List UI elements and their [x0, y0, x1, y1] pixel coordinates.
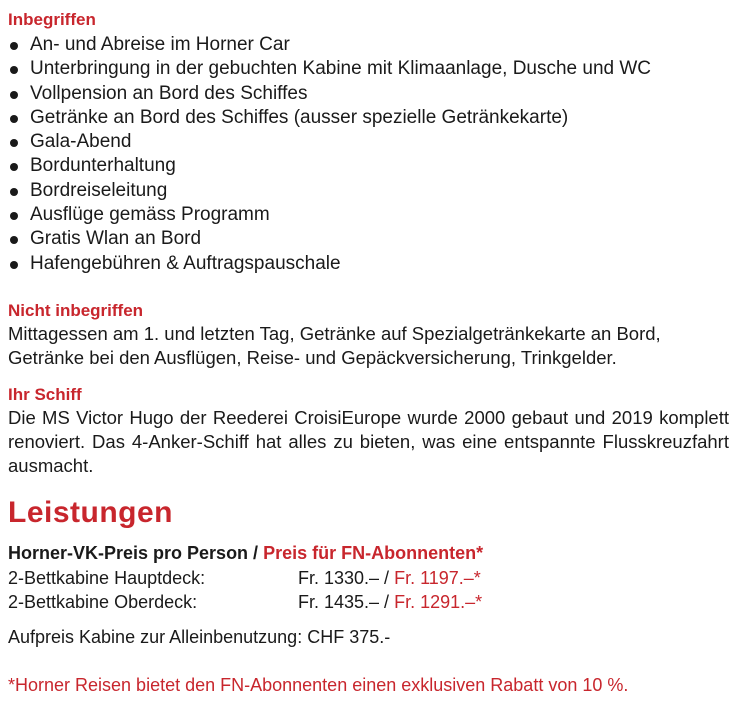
list-item: Gratis Wlan an Bord: [8, 228, 651, 252]
bullet-icon: [10, 212, 18, 220]
list-item: Getränke an Bord des Schiffes (ausser spezielle Getränkekarte): [8, 107, 651, 131]
list-item: Bordunterhaltung: [8, 155, 651, 179]
included-list: [8, 34, 651, 277]
bullet-icon: [10, 66, 18, 74]
subscriber-price: Fr. 1197.–*: [394, 568, 481, 588]
cabin-price: Fr. 1330.– /: [298, 568, 390, 588]
list-item: Hafengebühren & Auftragspauschale: [8, 253, 651, 277]
price-row-hauptdeck: [8, 567, 481, 589]
footnote: *Horner Reisen bietet den FN-Abonnenten einen exklusiven Rabatt von 10 %.: [8, 675, 629, 695]
ship-text: Die MS Victor Hugo der Reederei CroisiEurope wurde 2000 gebaut und 2019 komplett renoviert. Das 4-Anker-Schiff hat alles zu bieten, was eine entspannte Flusskreuzfahrt ausmacht.: [8, 407, 729, 476]
price-header: [8, 542, 483, 564]
not-included-heading: Nicht inbegriffen: [8, 301, 144, 320]
list-item: An- und Abreise im Horner Car: [8, 34, 651, 58]
ship-heading: Ihr Schiff: [8, 385, 82, 404]
cabin-label: 2-Bettkabine Hauptdeck:: [8, 568, 206, 588]
subscriber-price: Fr. 1291.–*: [394, 592, 483, 612]
bullet-icon: [10, 139, 18, 147]
list-item: Vollpension an Bord des Schiffes: [8, 83, 651, 107]
cabin-price: Fr. 1435.– /: [298, 592, 390, 612]
list-item: Gala-Abend: [8, 131, 651, 155]
single-supplement: Aufpreis Kabine zur Alleinbenutzung: CHF 375.-: [8, 627, 391, 647]
list-item: Unterbringung in der gebuchten Kabine mit Klimaanlage, Dusche und WC: [8, 58, 651, 82]
bullet-icon: [10, 42, 18, 50]
price-label: Horner-VK-Preis pro Person /: [8, 543, 259, 563]
subscriber-label: Preis für FN-Abonnenten*: [263, 543, 484, 563]
included-heading: Inbegriffen: [8, 10, 96, 29]
cabin-label: 2-Bettkabine Oberdeck:: [8, 592, 198, 612]
bullet-icon: [10, 91, 18, 99]
bullet-icon: [10, 188, 18, 196]
bullet-icon: [10, 115, 18, 123]
price-row-oberdeck: [8, 591, 482, 613]
list-item: Ausflüge gemäss Programm: [8, 204, 651, 228]
list-item: Bordreiseleitung: [8, 180, 651, 204]
bullet-icon: [10, 163, 18, 171]
bullet-icon: [10, 236, 18, 244]
services-heading: Leistungen: [8, 496, 174, 529]
bullet-icon: [10, 261, 18, 269]
not-included-text: Mittagessen am 1. und letzten Tag, Getränke auf Spezialgetränkekarte an Bord, Getränke bei den Ausflügen, Reise- und Gepäckversicherung, Trinkgelder.: [8, 323, 661, 368]
